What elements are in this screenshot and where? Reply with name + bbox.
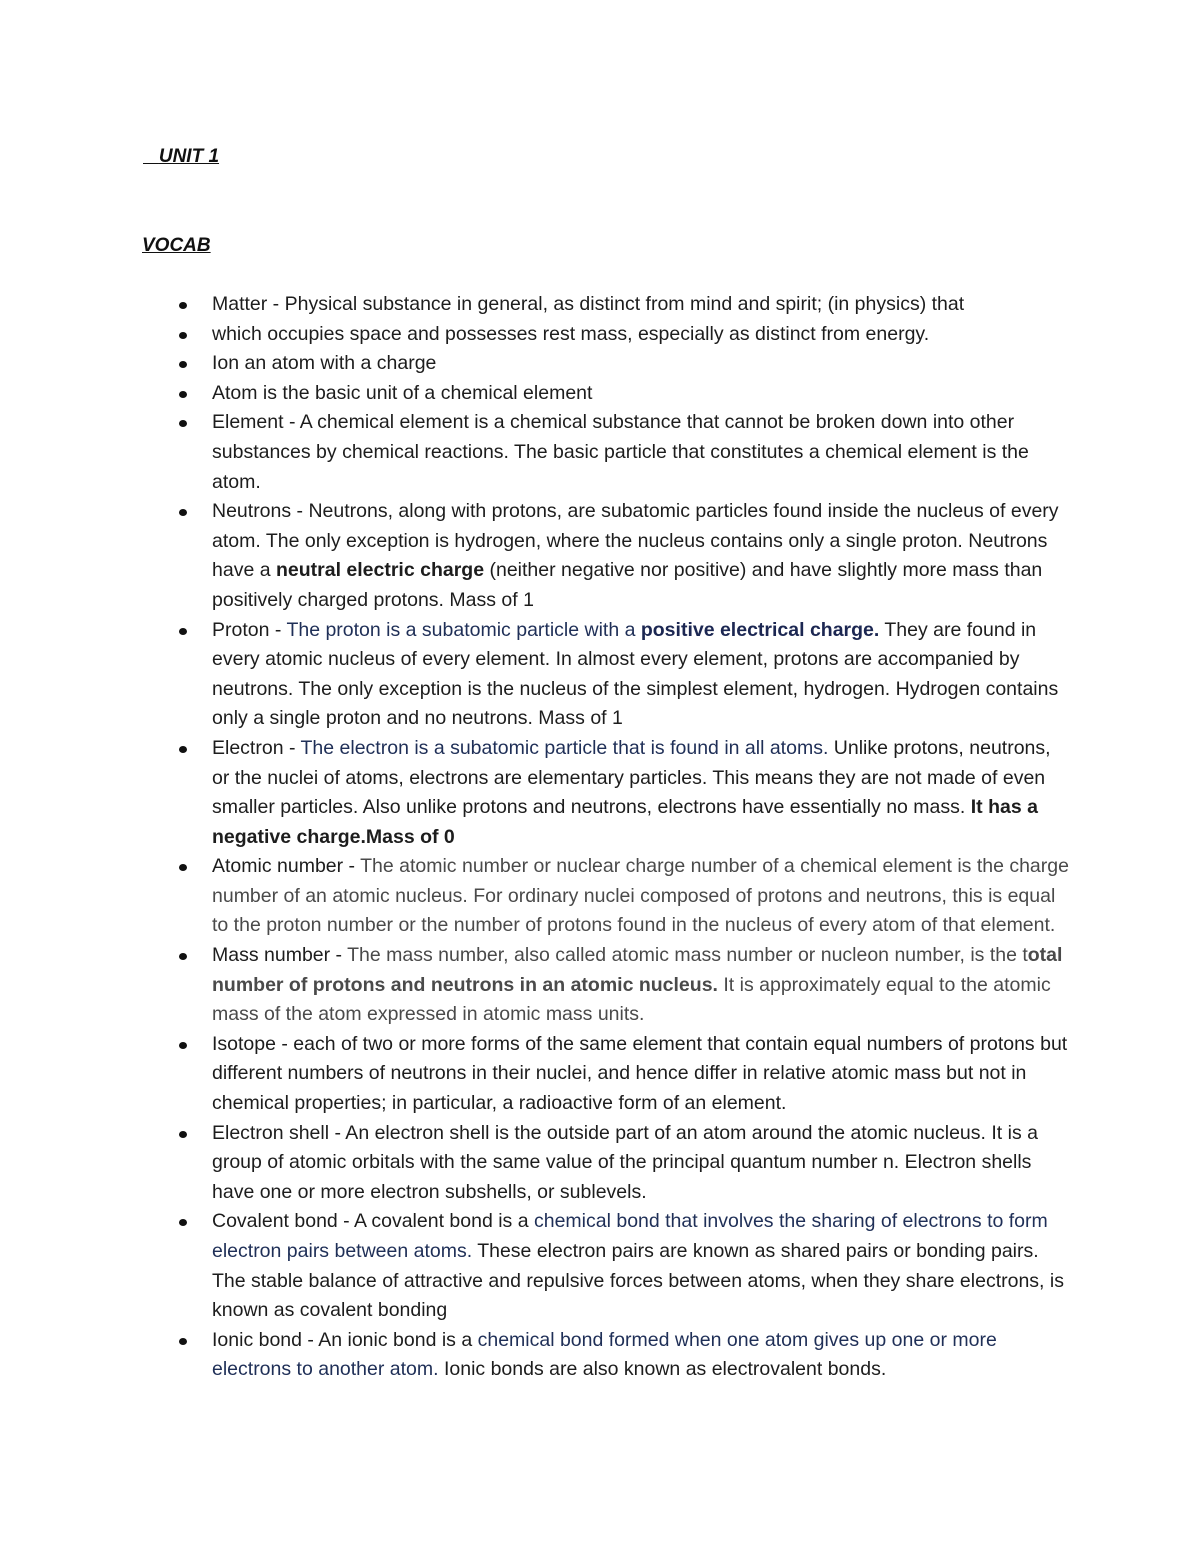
bullet-icon [179, 1131, 187, 1138]
bullet-icon [179, 628, 187, 635]
vocab-heading: VOCAB [142, 235, 211, 256]
bullet-icon [179, 420, 187, 427]
list-item: Matter - Physical substance in general, as distinct from mind and spirit; (in physics) that [212, 290, 1072, 320]
bold-phrase: positive electrical charge. [640, 618, 880, 641]
bullet-icon [179, 361, 187, 368]
unit-title: UNIT 1 [158, 146, 220, 167]
bullet-icon [179, 1042, 187, 1049]
bullet-icon [179, 864, 187, 871]
vocab-list [212, 290, 1072, 1385]
list-item: Isotope - each of two or more forms of the same element that contain equal numbers of protons but different numbers of neutrons in their nuclei, and hence differ in relative atomic mass but not in chemical properties; in particular, a radioactive form of an element. [212, 1030, 1072, 1119]
bullet-icon [179, 302, 187, 309]
list-item: Atom is the basic unit of a chemical element [212, 379, 1072, 409]
list-item: which occupies space and possesses rest mass, especially as distinct from energy. [212, 320, 1072, 350]
list-item: Mass number - The mass number, also called atomic mass number or nucleon number, is the total number of protons and neutrons in an atomic nucleus. It is approximately equal to the atomic mass of the atom expressed in atomic mass units. [212, 941, 1072, 1030]
bullet-icon [179, 332, 187, 339]
bold-phrase: neutral electric charge [275, 559, 485, 582]
list-item: Neutrons - Neutrons, along with protons, are subatomic particles found inside the nucleus of every atom. The only exception is hydrogen, where the nucleus contains only a single proton. Neutrons have a neutral electric charge (neither negative nor positive) and have slightly more mass than positively charged protons. Mass of 1 [212, 497, 1072, 615]
bullet-icon [179, 509, 187, 516]
bullet-icon [179, 1219, 187, 1226]
list-item: Ion an atom with a charge [212, 349, 1072, 379]
bullet-icon [179, 953, 187, 960]
list-item: Covalent bond - A covalent bond is a chemical bond that involves the sharing of electrons to form electron pairs between atoms. These electron pairs are known as shared pairs or bonding pairs. The stable balance of attractive and repulsive forces between atoms, when they share electrons, is known as covalent bonding [212, 1207, 1072, 1325]
list-item: Ionic bond - An ionic bond is a chemical bond formed when one atom gives up one or more electrons to another atom. Ionic bonds are also known as electrovalent bonds. [212, 1326, 1072, 1385]
bullet-icon [179, 1338, 187, 1345]
list-item: Electron - The electron is a subatomic particle that is found in all atoms. Unlike protons, neutrons, or the nuclei of atoms, electrons are elementary particles. This means they are not made of even smaller particles. Also unlike protons and neutrons, electrons have essentially no mass. It has a negative charge.Mass of 0 [212, 734, 1072, 852]
bold-phrase: It has a negative charge.Mass of 0 [212, 796, 1038, 848]
bullet-icon [179, 391, 187, 398]
list-item: Electron shell - An electron shell is the outside part of an atom around the atomic nucleus. It is a group of atomic orbitals with the same value of the principal quantum number n. Electron shells have one or more electron subshells, or sublevels. [212, 1119, 1072, 1208]
list-item: Proton - The proton is a subatomic particle with a positive electrical charge. They are found in every atomic nucleus of every element. In almost every element, protons are accompanied by neutrons. The only exception is the nucleus of the simplest element, hydrogen. Hydrogen contains only a single proton and no neutrons. Mass of 1 [212, 616, 1072, 734]
bold-phrase: otal number of protons and neutrons in an atomic nucleus. [212, 944, 1063, 996]
bullet-icon [179, 746, 187, 753]
list-item: Atomic number - The atomic number or nuclear charge number of a chemical element is the charge number of an atomic nucleus. For ordinary nuclei composed of protons and neutrons, this is equal to the proton number or the number of protons found in the nucleus of every atom of that element. [212, 852, 1072, 941]
list-item: Element - A chemical element is a chemical substance that cannot be broken down into other substances by chemical reactions. The basic particle that constitutes a chemical element is the atom. [212, 408, 1072, 497]
